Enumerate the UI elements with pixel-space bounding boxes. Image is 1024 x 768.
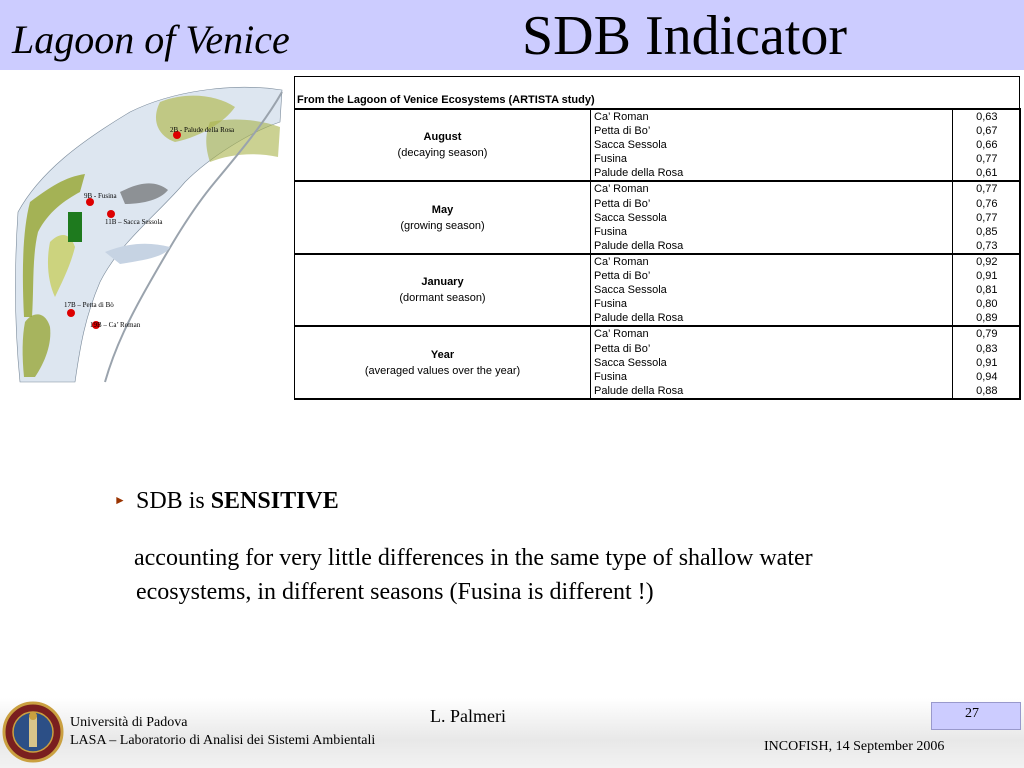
map-label-sacca-sessola: 11B – Sacca Sessola [105,218,163,226]
value-cell: 0,61 [953,166,1020,181]
site-cell: Sacca Sessola [591,211,953,225]
value-cell: 0,73 [953,239,1020,254]
site-cell: Fusina [591,152,953,166]
table-row [295,254,1020,269]
bullet-prefix: SDB is [136,488,211,514]
table-row [295,181,1020,196]
site-marker-sacca-sessola [107,210,115,218]
bullet-text-sensitive [136,488,339,515]
season-cell [295,254,591,326]
value-cell: 0,81 [953,283,1020,297]
triangle-bullet-icon: ► [114,493,126,507]
explanation-line-1: accounting for very little differences in the same type of shallow water [134,545,813,571]
site-marker-petta-di-bo [67,309,75,317]
sdb-table [294,76,1021,400]
slide-title: SDB Indicator [522,5,848,67]
season-label: Year [430,348,455,361]
season-cell [295,181,591,253]
page-number: 27 [965,706,979,721]
season-label: January [421,276,464,289]
site-cell: Palude della Rosa [591,239,953,254]
site-cell: Petta di Bo’ [591,342,953,356]
value-cell: 0,76 [953,197,1020,211]
season-note: (decaying season) [397,147,488,160]
value-cell: 0,80 [953,297,1020,311]
map-label-petta-di-bo: 17B – Petta di Bò [64,301,114,309]
map-label-palude-della-rosa: 2B - Palude della Rosa [170,126,235,134]
value-cell: 0,83 [953,342,1020,356]
site-cell: Sacca Sessola [591,356,953,370]
site-cell: Fusina [591,225,953,239]
map-label-fusina: 9B - Fusina [84,192,117,200]
site-cell: Petta di Bo’ [591,124,953,138]
value-cell: 0,79 [953,326,1020,341]
lagoon-map [10,82,286,384]
site-cell: Ca’ Roman [591,254,953,269]
table-caption: From the Lagoon of Venice Ecosystems (ARTISTA study) [295,77,1020,110]
table-row [295,109,1020,124]
lab-name: LASA – Laboratorio di Analisi dei Sistemi Ambientali [70,733,376,748]
value-cell: 0,89 [953,311,1020,326]
value-cell: 0,91 [953,269,1020,283]
university-seal-icon [2,700,64,764]
site-cell: Petta di Bo’ [591,269,953,283]
explanation-line-2: ecosystems, in different seasons (Fusina is different !) [136,579,654,605]
site-cell: Palude della Rosa [591,311,953,326]
map-label-ca-roman: 19B – Ca’ Roman [90,321,141,329]
site-cell: Palude della Rosa [591,384,953,399]
season-cell [295,326,591,398]
author-name: L. Palmeri [430,706,506,726]
highlight-area [68,212,82,242]
site-cell: Palude della Rosa [591,166,953,181]
site-cell: Ca’ Roman [591,181,953,196]
site-cell: Sacca Sessola [591,138,953,152]
value-cell: 0,77 [953,211,1020,225]
value-cell: 0,67 [953,124,1020,138]
value-cell: 0,77 [953,152,1020,166]
title-bar [0,0,1024,70]
table-header-row [295,77,1020,110]
site-cell: Sacca Sessola [591,283,953,297]
value-cell: 0,88 [953,384,1020,399]
university-name: Università di Padova [70,715,188,730]
value-cell: 0,94 [953,370,1020,384]
value-cell: 0,92 [953,254,1020,269]
value-cell: 0,77 [953,181,1020,196]
value-cell: 0,66 [953,138,1020,152]
value-cell: 0,91 [953,356,1020,370]
bullet-explanation [134,541,994,609]
season-note: (growing season) [400,219,485,232]
value-cell: 0,85 [953,225,1020,239]
season-note: (dormant season) [399,292,486,305]
conference-date: INCOFISH, 14 September 2006 [764,739,945,754]
season-cell [295,109,591,181]
table-row [295,326,1020,341]
bullet-emphasis: SENSITIVE [210,488,339,514]
site-cell: Ca’ Roman [591,109,953,124]
season-label: August [423,131,462,144]
site-cell: Ca’ Roman [591,326,953,341]
slide-subtitle: Lagoon of Venice [12,17,290,62]
site-cell: Fusina [591,297,953,311]
site-cell: Fusina [591,370,953,384]
value-cell: 0,63 [953,109,1020,124]
season-label: May [431,203,454,216]
site-cell: Petta di Bo’ [591,197,953,211]
season-note: (averaged values over the year) [364,364,521,377]
